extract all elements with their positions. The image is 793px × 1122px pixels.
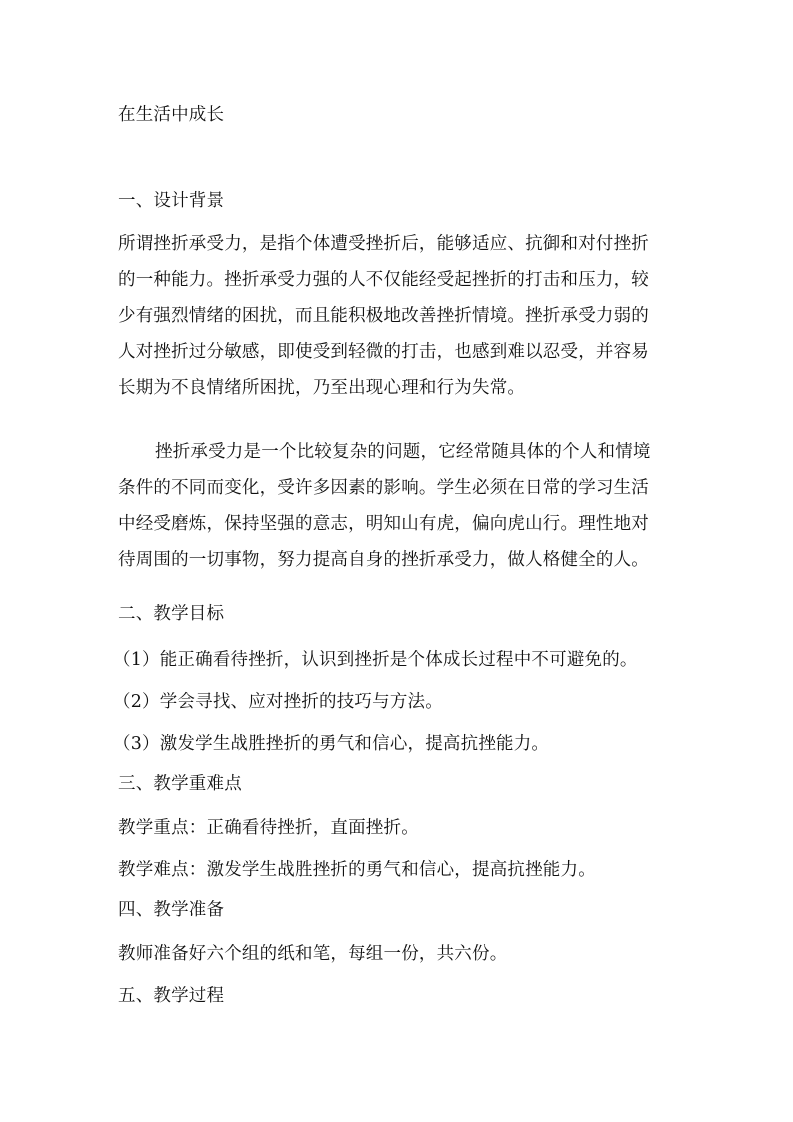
paragraph-line: 所谓挫折承受力，是指个体遭受挫折后，能够适应、抗御和对付挫折	[118, 234, 649, 254]
preparation-item: 教师准备好六个组的纸和笔，每组一份，共六份。	[118, 944, 508, 964]
goal-item: （3）激发学生战胜挫折的勇气和信心，提高抗挫能力。	[113, 734, 550, 754]
section-heading-teaching-goals: 二、教学目标	[118, 604, 225, 624]
section-heading-design-background: 一、设计背景	[118, 191, 225, 211]
goal-item: （1）能正确看待挫折，认识到挫折是个体成长过程中不可避免的。	[113, 650, 638, 670]
paragraph-line: 挫折承受力是一个比较复杂的问题，它经常随具体的个人和情境	[155, 442, 651, 462]
section-heading-key-difficult-points: 三、教学重难点	[118, 774, 242, 794]
paragraph-line: 的一种能力。挫折承受力强的人不仅能经受起挫折的打击和压力，较	[118, 270, 649, 290]
goal-item: （2）学会寻找、应对挫折的技巧与方法。	[113, 692, 443, 712]
section-heading-teaching-preparation: 四、教学准备	[118, 900, 225, 920]
paragraph-line: 人对挫折过分敏感，即使受到轻微的打击，也感到难以忍受，并容易	[118, 342, 649, 362]
document-title: 在生活中成长	[118, 105, 225, 125]
key-point: 教学重点：正确看待挫折，直面挫折。	[118, 818, 419, 838]
paragraph-line: 少有强烈情绪的困扰，而且能积极地改善挫折情境。挫折承受力弱的	[118, 306, 649, 326]
paragraph-line: 中经受磨炼，保持坚强的意志，明知山有虎，偏向虎山行。理性地对	[118, 514, 649, 534]
difficult-point: 教学难点：激发学生战胜挫折的勇气和信心，提高抗挫能力。	[118, 860, 596, 880]
paragraph-line: 条件的不同而变化，受许多因素的影响。学生必须在日常的学习生活	[118, 478, 649, 498]
paragraph-line: 待周围的一切事物，努力提高自身的挫折承受力，做人格健全的人。	[118, 550, 649, 570]
paragraph-line: 长期为不良情绪所困扰，乃至出现心理和行为失常。	[118, 378, 526, 398]
section-heading-teaching-process: 五、教学过程	[118, 986, 225, 1006]
